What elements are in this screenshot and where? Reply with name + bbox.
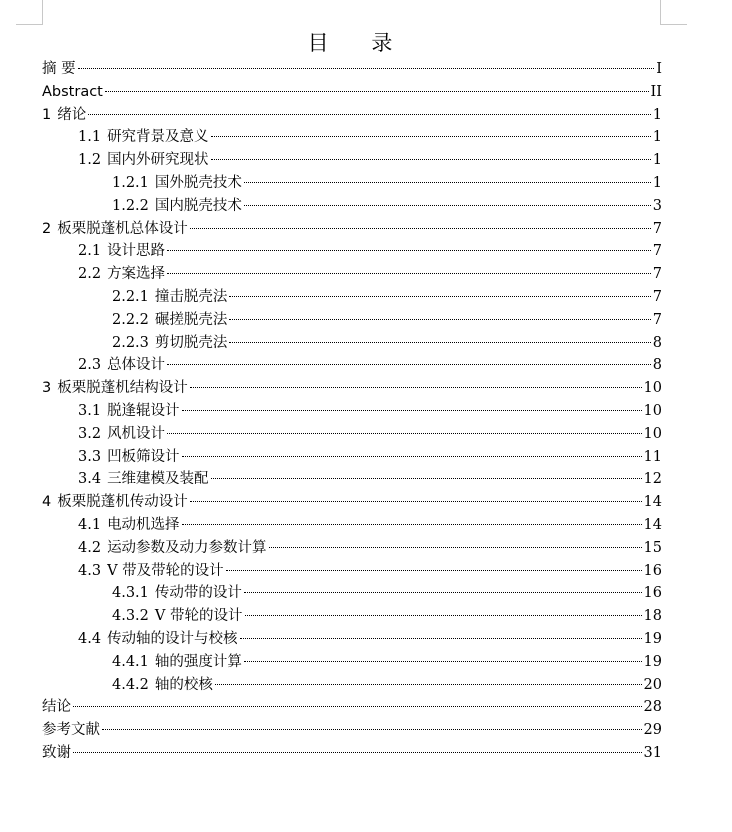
toc-entry-page: II: [650, 83, 662, 100]
toc-entry-number: 3.3: [78, 448, 102, 465]
toc-entry[interactable]: [42, 605, 662, 628]
dot-leader: [211, 478, 642, 479]
dot-leader: [229, 319, 650, 320]
toc-entry[interactable]: [42, 446, 662, 469]
toc-entry[interactable]: [42, 377, 662, 400]
dot-leader: [182, 410, 642, 411]
toc-entry[interactable]: [42, 149, 662, 172]
toc-entry-page: 14: [643, 516, 662, 533]
toc-entry[interactable]: [42, 423, 662, 446]
toc-entry-label: 剪切脱壳法: [154, 334, 228, 351]
toc-entry-label: Abstract: [42, 83, 103, 100]
toc-entry[interactable]: [42, 263, 662, 286]
dot-leader: [269, 547, 642, 548]
toc-entry-label: 运动参数及动力参数计算: [107, 539, 267, 556]
toc-entry[interactable]: [42, 58, 662, 81]
toc-entry-label: V 带及带轮的设计: [107, 562, 224, 579]
dot-leader: [105, 91, 649, 92]
toc-entry-page: 7: [652, 243, 662, 260]
toc-entry[interactable]: [42, 537, 662, 560]
toc-entry[interactable]: [42, 126, 662, 149]
toc-entry-label: 撞击脱壳法: [154, 288, 228, 305]
toc-entry-page: 19: [643, 630, 662, 647]
toc-entry-label: 总体设计: [107, 357, 166, 374]
toc-entry[interactable]: [42, 628, 662, 651]
toc-entry-label: 风机设计: [107, 425, 166, 442]
toc-entry-label: 传动轴的设计与校核: [107, 630, 238, 647]
toc-entry-page: 15: [643, 539, 662, 556]
dot-leader: [190, 228, 651, 229]
toc-entry-label: 国内脱壳技术: [154, 197, 242, 214]
dot-leader: [244, 661, 642, 662]
dot-leader: [229, 296, 650, 297]
toc-entry-number: 1.2.1: [112, 174, 149, 191]
toc-entry-page: 16: [643, 585, 662, 602]
table-of-contents: [42, 58, 662, 765]
toc-entry[interactable]: [42, 309, 662, 332]
dot-leader: [229, 342, 650, 343]
toc-entry-number: 4.3.2: [112, 608, 149, 625]
toc-entry-page: 8: [652, 334, 662, 351]
toc-entry[interactable]: [42, 468, 662, 491]
toc-entry-label: 参考文献: [42, 722, 100, 739]
toc-entry[interactable]: [42, 719, 662, 742]
dot-leader: [78, 68, 655, 69]
page-title: 目 录: [307, 31, 411, 55]
toc-entry[interactable]: [42, 218, 662, 241]
toc-entry-page: 3: [652, 197, 662, 214]
toc-entry-label: 板栗脱蓬机结构设计: [57, 380, 188, 397]
dot-leader: [190, 387, 642, 388]
dot-leader: [244, 182, 651, 183]
toc-entry-page: 10: [643, 425, 662, 442]
toc-entry-label: 方案选择: [107, 266, 166, 283]
toc-entry-page: 10: [643, 380, 662, 397]
crop-mark-left: [16, 0, 43, 25]
toc-entry-page: 31: [643, 744, 662, 761]
dot-leader: [182, 456, 642, 457]
toc-entry-number: 1: [42, 106, 52, 123]
toc-entry-page: 7: [652, 288, 662, 305]
toc-entry-page: 10: [643, 402, 662, 419]
dot-leader: [211, 159, 651, 160]
toc-entry-page: 11: [643, 448, 662, 465]
toc-entry-page: 19: [643, 653, 662, 670]
toc-entry-number: 2.2.2: [112, 311, 149, 328]
dot-leader: [73, 706, 642, 707]
toc-entry-page: 1: [652, 152, 662, 169]
toc-entry-page: 8: [652, 357, 662, 374]
dot-leader: [102, 729, 642, 730]
dot-leader: [240, 638, 642, 639]
toc-entry-label: 凹板筛设计: [107, 448, 180, 465]
toc-entry-page: 16: [643, 562, 662, 579]
toc-entry-number: 4.3: [78, 562, 102, 579]
dot-leader: [215, 684, 642, 685]
dot-leader: [167, 273, 651, 274]
toc-entry-label: 传动带的设计: [154, 585, 242, 602]
toc-entry-label: 板栗脱蓬机总体设计: [57, 220, 188, 237]
dot-leader: [167, 433, 641, 434]
dot-leader: [245, 615, 642, 616]
toc-entry-label: V 带轮的设计: [154, 608, 243, 625]
toc-entry[interactable]: [42, 560, 662, 583]
toc-entry-label: 轴的校核: [154, 676, 213, 693]
toc-entry-label: 国内外研究现状: [107, 152, 209, 169]
toc-entry-page: 1: [652, 174, 662, 191]
dot-leader: [73, 752, 642, 753]
toc-entry-number: 2.3: [78, 357, 102, 374]
toc-entry-number: 1.2.2: [112, 197, 149, 214]
toc-entry-label: 摘 要: [42, 61, 76, 77]
toc-entry[interactable]: [42, 582, 662, 605]
toc-entry[interactable]: [42, 491, 662, 514]
dot-leader: [182, 524, 642, 525]
toc-entry-number: 4.4: [78, 630, 102, 647]
toc-entry-number: 3.2: [78, 425, 102, 442]
dot-leader: [190, 501, 642, 502]
dot-leader: [88, 114, 651, 115]
toc-entry-label: 致谢: [42, 744, 71, 761]
toc-entry[interactable]: [42, 332, 662, 355]
toc-entry-label: 电动机选择: [107, 516, 180, 533]
toc-entry-page: 14: [643, 494, 662, 511]
dot-leader: [167, 250, 651, 251]
toc-entry[interactable]: [42, 696, 662, 719]
toc-entry-label: 板栗脱蓬机传动设计: [57, 494, 188, 511]
toc-entry-number: 2: [42, 220, 52, 237]
toc-entry[interactable]: [42, 81, 662, 104]
toc-entry[interactable]: [42, 674, 662, 697]
toc-entry[interactable]: [42, 286, 662, 309]
toc-entry-number: 3: [42, 380, 52, 397]
toc-entry-label: 碾搓脱壳法: [154, 311, 228, 328]
toc-entry-number: 2.2.1: [112, 288, 149, 305]
toc-entry[interactable]: [42, 240, 662, 263]
dot-leader: [211, 136, 651, 137]
crop-mark-right: [660, 0, 687, 25]
toc-entry-page: 7: [652, 311, 662, 328]
dot-leader: [244, 592, 642, 593]
toc-entry-number: 4.4.2: [112, 676, 149, 693]
toc-entry-label: 研究背景及意义: [107, 129, 209, 146]
toc-entry-page: I: [656, 61, 662, 77]
toc-entry-number: 1.2: [78, 152, 102, 169]
toc-entry-label: 轴的强度计算: [154, 653, 242, 670]
toc-entry-number: 4.1: [78, 516, 102, 533]
toc-entry-page: 29: [643, 722, 662, 739]
toc-entry[interactable]: [42, 742, 662, 765]
toc-entry[interactable]: [42, 354, 662, 377]
toc-entry-number: 1.1: [78, 129, 102, 146]
toc-entry-number: 2.2: [78, 266, 102, 283]
toc-entry-number: 4.4.1: [112, 653, 149, 670]
toc-entry-page: 20: [643, 676, 662, 693]
toc-entry-number: 4.2: [78, 539, 102, 556]
toc-entry-number: 4.3.1: [112, 585, 149, 602]
toc-entry-label: 三维建模及装配: [107, 471, 209, 488]
toc-entry-label: 绪论: [57, 106, 87, 123]
toc-entry-page: 28: [643, 699, 662, 716]
toc-entry-label: 设计思路: [107, 243, 166, 260]
toc-entry[interactable]: [42, 400, 662, 423]
toc-entry-number: 3.4: [78, 471, 102, 488]
dot-leader: [167, 364, 651, 365]
toc-entry-page: 7: [652, 220, 662, 237]
toc-entry-number: 2.2.3: [112, 334, 149, 351]
toc-entry[interactable]: [42, 195, 662, 218]
toc-entry-number: 4: [42, 494, 52, 511]
dot-leader: [226, 570, 642, 571]
toc-entry-page: 1: [652, 129, 662, 146]
toc-entry-page: 18: [643, 608, 662, 625]
toc-entry-page: 12: [643, 471, 662, 488]
toc-entry-number: 3.1: [78, 402, 102, 419]
toc-entry[interactable]: [42, 104, 662, 127]
toc-entry-label: 脱逢辊设计: [107, 402, 180, 419]
toc-entry-number: 2.1: [78, 243, 102, 260]
dot-leader: [244, 205, 651, 206]
toc-entry-label: 结论: [42, 699, 71, 716]
toc-entry-page: 1: [652, 106, 662, 123]
toc-entry-page: 7: [652, 266, 662, 283]
toc-entry[interactable]: [42, 514, 662, 537]
toc-entry[interactable]: [42, 172, 662, 195]
toc-entry[interactable]: [42, 651, 662, 674]
toc-entry-label: 国外脱壳技术: [154, 174, 242, 191]
